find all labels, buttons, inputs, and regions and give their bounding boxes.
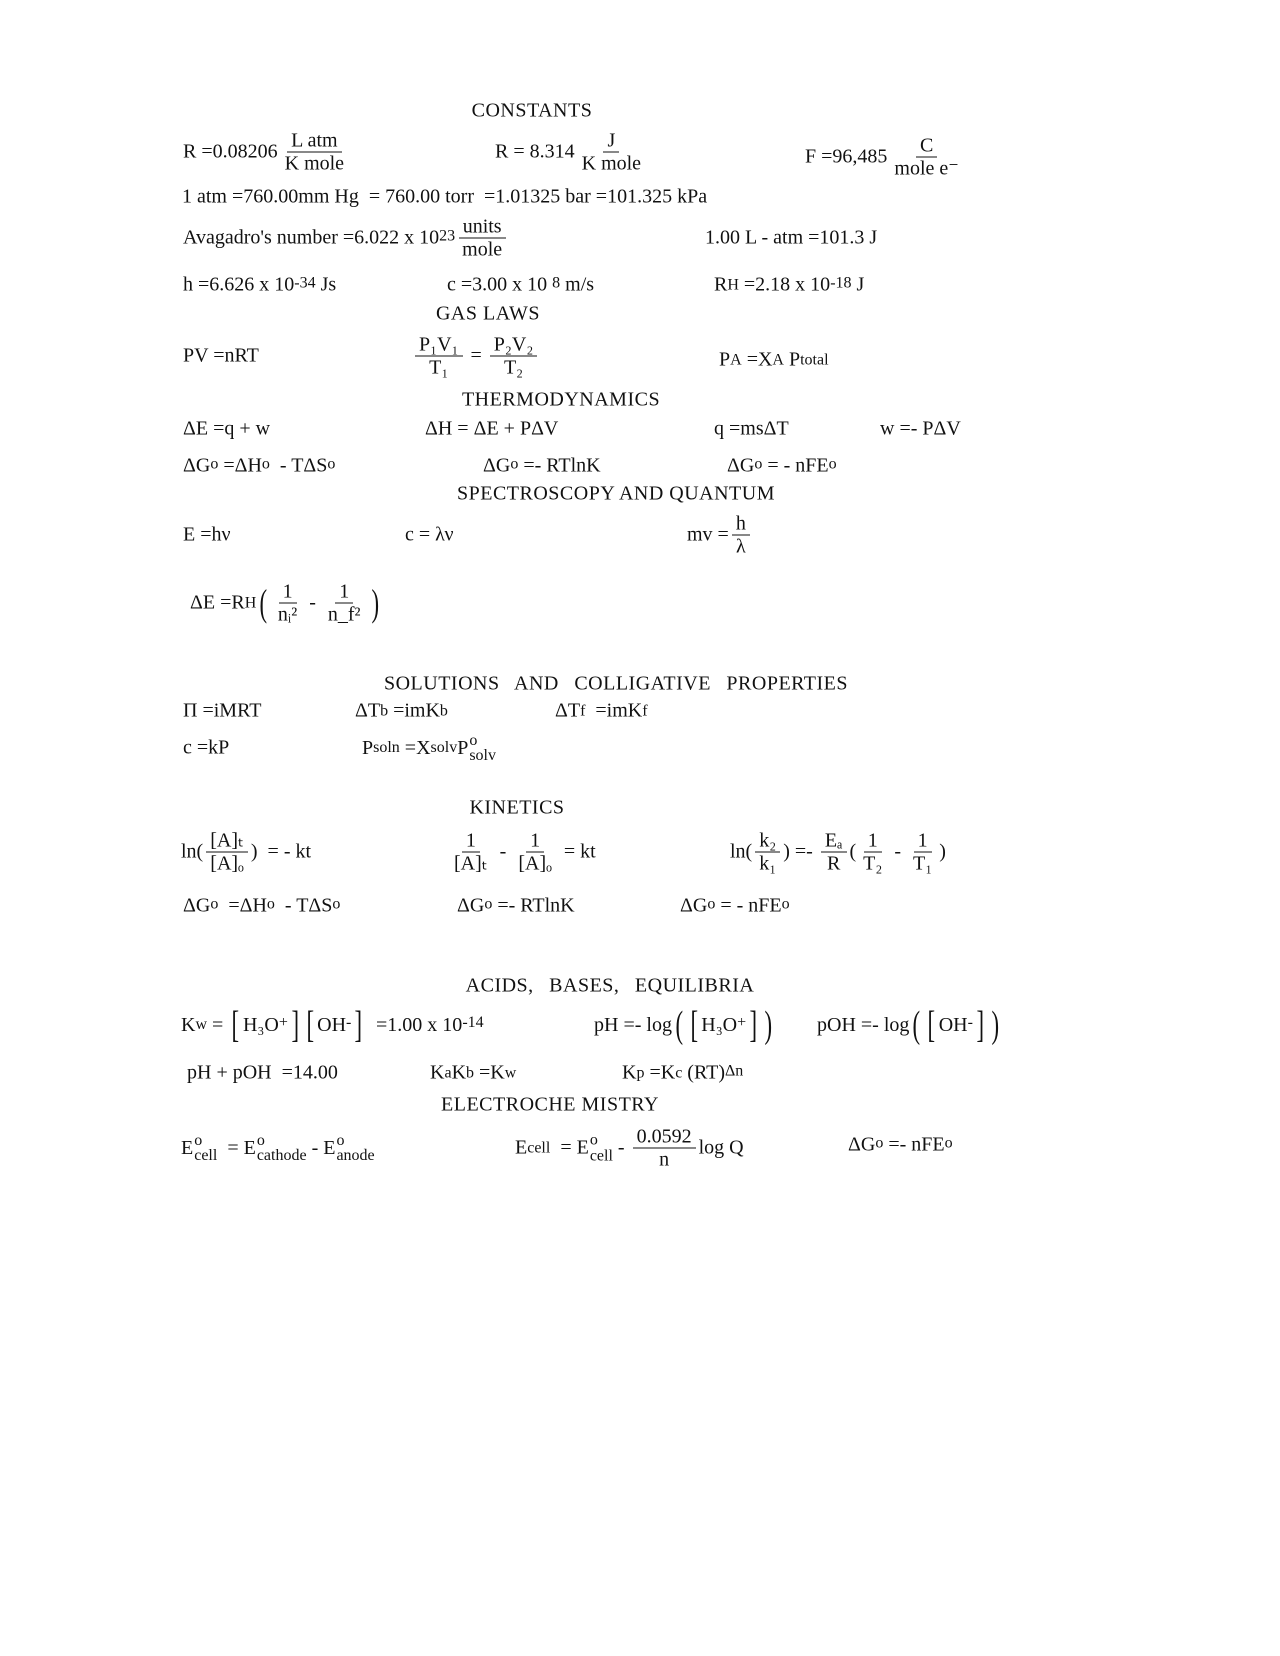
formula-text: mv = xyxy=(687,523,729,546)
formula xyxy=(183,418,270,441)
superscript: -34 xyxy=(294,274,316,291)
formula-text: log Q xyxy=(698,1136,744,1159)
heading-constants: CONSTANTS xyxy=(471,99,593,122)
fraction xyxy=(281,130,348,175)
formula-text: h =6.626 x 10 xyxy=(183,273,295,296)
formula-text: OH xyxy=(938,1013,968,1036)
formula xyxy=(848,1134,953,1157)
formula-text: c = λν xyxy=(405,523,454,546)
heading-gas-laws: GAS LAWS xyxy=(435,302,541,325)
formula-text: pH + pOH =14.00 xyxy=(187,1061,338,1084)
denominator: T₁ xyxy=(429,356,449,379)
numerator: 1 xyxy=(335,581,353,604)
formula-text: =K xyxy=(644,1061,676,1084)
denominator: mole xyxy=(462,238,503,261)
formula-text: Js xyxy=(315,273,337,296)
formula-text: ΔT xyxy=(355,699,381,722)
formula xyxy=(555,700,648,723)
formula xyxy=(447,274,594,297)
superscript: o xyxy=(210,895,219,912)
formula-text: pH =- log xyxy=(594,1013,672,1036)
superscript: o xyxy=(510,455,519,472)
formula-text: OH xyxy=(317,1013,347,1036)
superscript: + xyxy=(278,1014,288,1031)
sup-sub xyxy=(336,1133,374,1163)
formula xyxy=(817,1006,1002,1044)
fraction xyxy=(458,216,506,261)
formula xyxy=(182,186,707,209)
formula-text: =1.00 x 10 xyxy=(366,1013,463,1036)
formula-text: m/s xyxy=(560,273,595,296)
superscript: o xyxy=(336,1131,345,1149)
formula-text: - TΔS xyxy=(269,454,328,477)
denominator: λ xyxy=(735,535,746,558)
formula-text: P xyxy=(362,736,374,759)
superscript: o xyxy=(256,1131,265,1149)
formula-text: pOH =- log xyxy=(817,1013,910,1036)
formula-text: - xyxy=(494,840,512,863)
formula xyxy=(714,274,864,297)
formula-text: = xyxy=(465,344,487,367)
formula-text: ΔG xyxy=(457,894,485,917)
formula-text: H₃O xyxy=(242,1013,279,1036)
formula-text: ) =- xyxy=(783,840,818,863)
formula-text: K xyxy=(451,1061,467,1084)
superscript: - xyxy=(967,1014,973,1031)
numerator: units xyxy=(459,216,506,239)
formula-text: ) xyxy=(939,840,946,863)
formula xyxy=(705,227,877,250)
formula-text: E =hν xyxy=(183,523,231,546)
superscript: 23 xyxy=(439,227,456,244)
superscript: o xyxy=(332,895,341,912)
subscript: cathode xyxy=(256,1147,307,1164)
numerator: Eₐ xyxy=(821,830,847,853)
formula xyxy=(622,1062,743,1085)
formula xyxy=(183,345,259,368)
subscript: A xyxy=(772,351,784,368)
formula-text: =ΔH xyxy=(218,894,267,917)
bracket: ] xyxy=(354,1004,363,1046)
superscript: 8 xyxy=(552,274,561,291)
formula-text: R xyxy=(714,273,728,296)
subscript: total xyxy=(800,351,829,368)
formula-text: P xyxy=(783,348,801,371)
formula xyxy=(412,334,540,379)
formula-text: P xyxy=(457,736,469,759)
formula xyxy=(805,135,966,180)
bracket: [ xyxy=(306,1004,314,1046)
formula-text: = kt xyxy=(558,840,596,863)
numerator: 0.0592 xyxy=(633,1126,696,1149)
formula-text: =- nFE xyxy=(883,1133,945,1156)
subscript: p xyxy=(636,1064,645,1081)
denominator: [A]ₒ xyxy=(518,852,552,875)
formula-text: ΔT xyxy=(555,699,581,722)
formula-text: = - nFE xyxy=(715,894,782,917)
formula xyxy=(447,830,596,875)
formula-text: =K xyxy=(474,1061,505,1084)
fraction xyxy=(859,830,886,875)
bracket: [ xyxy=(927,1004,936,1046)
formula-text: P xyxy=(719,348,731,371)
fraction xyxy=(821,830,847,875)
denominator: [A]ₜ xyxy=(454,852,488,875)
formula-text: ΔG xyxy=(680,894,708,917)
heading-spectroscopy: SPECTROSCOPY AND QUANTUM xyxy=(457,482,775,505)
formula xyxy=(727,455,837,478)
formula-text: c =3.00 x 10 xyxy=(447,273,553,296)
formula-text: ΔG xyxy=(183,894,211,917)
sup-sub xyxy=(257,1133,307,1163)
formula xyxy=(714,418,789,441)
formula-text: ln( xyxy=(181,840,204,863)
formula-text: ln( xyxy=(730,840,753,863)
formula-text: H₃O xyxy=(701,1013,738,1036)
formula xyxy=(181,1006,484,1044)
superscript: o xyxy=(266,895,275,912)
subscript: b xyxy=(380,702,389,719)
formula-text: ΔG xyxy=(727,454,755,477)
superscript: o xyxy=(194,1131,203,1149)
formula-text: K xyxy=(181,1013,196,1036)
denominator: T₁ xyxy=(913,852,933,875)
denominator: k₁ xyxy=(759,852,777,875)
subscript: cell xyxy=(589,1147,613,1164)
sup-sub xyxy=(469,733,496,763)
formula-text: = E xyxy=(217,1136,256,1159)
fraction xyxy=(324,581,365,626)
formula xyxy=(687,513,753,558)
formula-text: = - nFE xyxy=(762,454,829,477)
bracket: ( xyxy=(912,1004,921,1046)
fraction xyxy=(633,1126,696,1171)
denominator: n_f² xyxy=(327,603,361,626)
formula xyxy=(457,895,575,918)
formula-text: - xyxy=(304,591,321,614)
subscript: solv xyxy=(430,739,458,756)
bracket: ) xyxy=(991,1004,999,1046)
fraction xyxy=(890,135,962,180)
superscript: o xyxy=(484,895,493,912)
numerator: 1 xyxy=(914,830,932,853)
denominator: mole e⁻ xyxy=(894,157,959,180)
heading-solutions: SOLUTIONS AND COLLIGATIVE PROPERTIES xyxy=(383,672,849,695)
formula xyxy=(183,524,231,547)
denominator: K mole xyxy=(581,152,642,175)
numerator: J xyxy=(603,130,619,153)
heading-electrochemistry: ELECTROCHE MISTRY xyxy=(441,1093,659,1116)
sup-sub xyxy=(590,1133,613,1163)
formula-text: = E xyxy=(550,1136,589,1159)
formula-text: E xyxy=(181,1136,194,1159)
superscript: - xyxy=(346,1014,352,1031)
numerator: h xyxy=(732,513,750,536)
superscript: o xyxy=(875,1134,884,1151)
numerator: 1 xyxy=(864,830,882,853)
formula-text: 1 atm =760.00mm Hg = 760.00 torr =1.01325 bar =101.325 kPa xyxy=(182,185,708,208)
fraction xyxy=(450,830,492,875)
formula-text: - xyxy=(889,840,907,863)
formula-text: w =- PΔV xyxy=(880,417,961,440)
formula-text: PV =nRT xyxy=(183,344,259,367)
formula xyxy=(183,455,335,478)
formula xyxy=(730,830,946,875)
formula xyxy=(405,524,454,547)
subscript: solv xyxy=(469,747,496,764)
formula-text: =imK xyxy=(585,699,643,722)
subscript: cell xyxy=(527,1139,551,1156)
subscript: H xyxy=(244,594,257,611)
formula-text: - E xyxy=(306,1136,336,1159)
superscript: o xyxy=(210,455,219,472)
bracket: ] xyxy=(976,1004,985,1046)
formula-text: ) = - kt xyxy=(250,840,312,863)
formula-text: - TΔS xyxy=(274,894,333,917)
denominator: R xyxy=(826,852,841,875)
superscript: Δn xyxy=(724,1062,744,1079)
numerator: P₁V₁ xyxy=(415,334,463,357)
formula-text: c =kP xyxy=(183,736,230,759)
fraction xyxy=(415,334,463,379)
formula-text: =X xyxy=(741,348,773,371)
superscript: o xyxy=(781,895,790,912)
formula xyxy=(190,581,382,626)
formula-text: q =msΔT xyxy=(714,417,789,440)
denominator: T₂ xyxy=(863,852,883,875)
formula xyxy=(187,1062,338,1085)
formula-text: J xyxy=(851,273,865,296)
numerator: 1 xyxy=(462,830,480,853)
fraction xyxy=(274,581,301,626)
formula xyxy=(495,130,648,175)
formula xyxy=(594,1006,775,1044)
subscript: c xyxy=(675,1064,683,1081)
formula-text: ΔH = ΔE + PΔV xyxy=(425,417,559,440)
formula-text: =- RTlnK xyxy=(492,894,575,917)
subscript: f xyxy=(580,702,586,719)
superscript: o xyxy=(707,895,716,912)
bracket: ) xyxy=(764,1004,772,1046)
formula-text: K xyxy=(622,1061,637,1084)
superscript: + xyxy=(737,1014,747,1031)
superscript: o xyxy=(469,731,478,749)
formula xyxy=(430,1062,516,1085)
subscript: A xyxy=(730,351,742,368)
formula xyxy=(425,418,558,441)
formula-text: =- RTlnK xyxy=(518,454,601,477)
heading-thermodynamics: THERMODYNAMICS xyxy=(461,388,661,411)
bracket: [ xyxy=(690,1004,698,1046)
formula-text: F =96,485 xyxy=(805,145,888,168)
superscript: -18 xyxy=(830,274,852,291)
superscript: o xyxy=(828,455,837,472)
subscript: w xyxy=(195,1016,208,1033)
bracket: ( xyxy=(259,582,268,624)
bracket: ] xyxy=(749,1004,758,1046)
subscript: b xyxy=(439,702,448,719)
sup-sub xyxy=(194,1133,217,1163)
formula xyxy=(183,216,509,261)
formula xyxy=(183,737,229,760)
subscript: soln xyxy=(373,739,400,756)
formula xyxy=(183,274,336,297)
denominator: T₂ xyxy=(503,356,524,379)
superscript: -14 xyxy=(462,1014,484,1031)
formula-text: Avagadro's number =6.022 x 10 xyxy=(183,226,440,249)
formula-text: ( xyxy=(849,840,857,863)
fraction xyxy=(490,334,538,379)
formula-text: E xyxy=(515,1136,528,1159)
formula-text: (RT) xyxy=(682,1061,725,1084)
formula xyxy=(719,349,829,372)
formula xyxy=(183,700,261,723)
denominator: n xyxy=(659,1148,670,1171)
bracket: ( xyxy=(675,1004,684,1046)
formula xyxy=(181,1133,375,1163)
formula xyxy=(880,418,961,441)
subscript: cell xyxy=(194,1147,218,1164)
fraction xyxy=(514,830,556,875)
numerator: k₂ xyxy=(755,830,780,853)
heading-acids-bases: ACIDS, BASES, EQUILIBRIA xyxy=(465,974,755,997)
formula xyxy=(181,830,311,875)
formula-text: =ΔH xyxy=(218,454,262,477)
fraction xyxy=(909,830,936,875)
superscript: o xyxy=(754,455,763,472)
formula xyxy=(483,455,601,478)
heading-kinetics: KINETICS xyxy=(469,796,565,819)
numerator: [A]ₜ xyxy=(206,830,248,853)
formula-text: = xyxy=(207,1013,229,1036)
formula-text: R = 8.314 xyxy=(495,140,575,163)
denominator: [A]ₒ xyxy=(210,852,244,875)
formula-text: ΔE =q + w xyxy=(183,417,271,440)
numerator: L atm xyxy=(287,130,341,153)
formula xyxy=(680,895,790,918)
formula xyxy=(183,130,351,175)
formula-text: Π =iMRT xyxy=(183,699,262,722)
subscript: f xyxy=(642,702,648,719)
formula-text: ΔG xyxy=(483,454,511,477)
bracket: ] xyxy=(291,1004,299,1046)
subscript: a xyxy=(444,1064,452,1081)
subscript: H xyxy=(727,276,739,293)
superscript: o xyxy=(327,455,336,472)
superscript: o xyxy=(589,1131,598,1149)
numerator: 1 xyxy=(279,581,297,604)
bracket: [ xyxy=(231,1004,240,1046)
formula-text: K xyxy=(430,1061,445,1084)
fraction xyxy=(732,513,750,558)
fraction xyxy=(578,130,645,175)
formula-text: =2.18 x 10 xyxy=(738,273,831,296)
formula xyxy=(355,700,448,723)
fraction xyxy=(755,830,780,875)
formula-text: ΔG xyxy=(183,454,211,477)
superscript: o xyxy=(944,1134,953,1151)
formula-text: R =0.08206 xyxy=(183,140,278,163)
formula-text: 1.00 L - atm =101.3 J xyxy=(705,226,878,249)
denominator: K mole xyxy=(284,152,345,175)
numerator: C xyxy=(916,135,937,158)
fraction xyxy=(206,830,248,875)
numerator: 1 xyxy=(526,830,544,853)
superscript: o xyxy=(261,455,270,472)
formula-text: =X xyxy=(399,736,431,759)
formula xyxy=(515,1126,744,1171)
bracket: ) xyxy=(371,582,379,624)
formula-text: =imK xyxy=(388,699,440,722)
formula xyxy=(183,895,340,918)
subscript: w xyxy=(504,1064,517,1081)
numerator: P₂V₂ xyxy=(490,334,538,357)
formula-text: - xyxy=(612,1136,630,1159)
formula-text: ΔG xyxy=(848,1133,876,1156)
denominator: nᵢ² xyxy=(277,603,298,626)
subscript: anode xyxy=(336,1147,375,1164)
formula xyxy=(362,733,496,763)
formula-text: ΔE =R xyxy=(190,591,245,614)
subscript: b xyxy=(466,1064,475,1081)
